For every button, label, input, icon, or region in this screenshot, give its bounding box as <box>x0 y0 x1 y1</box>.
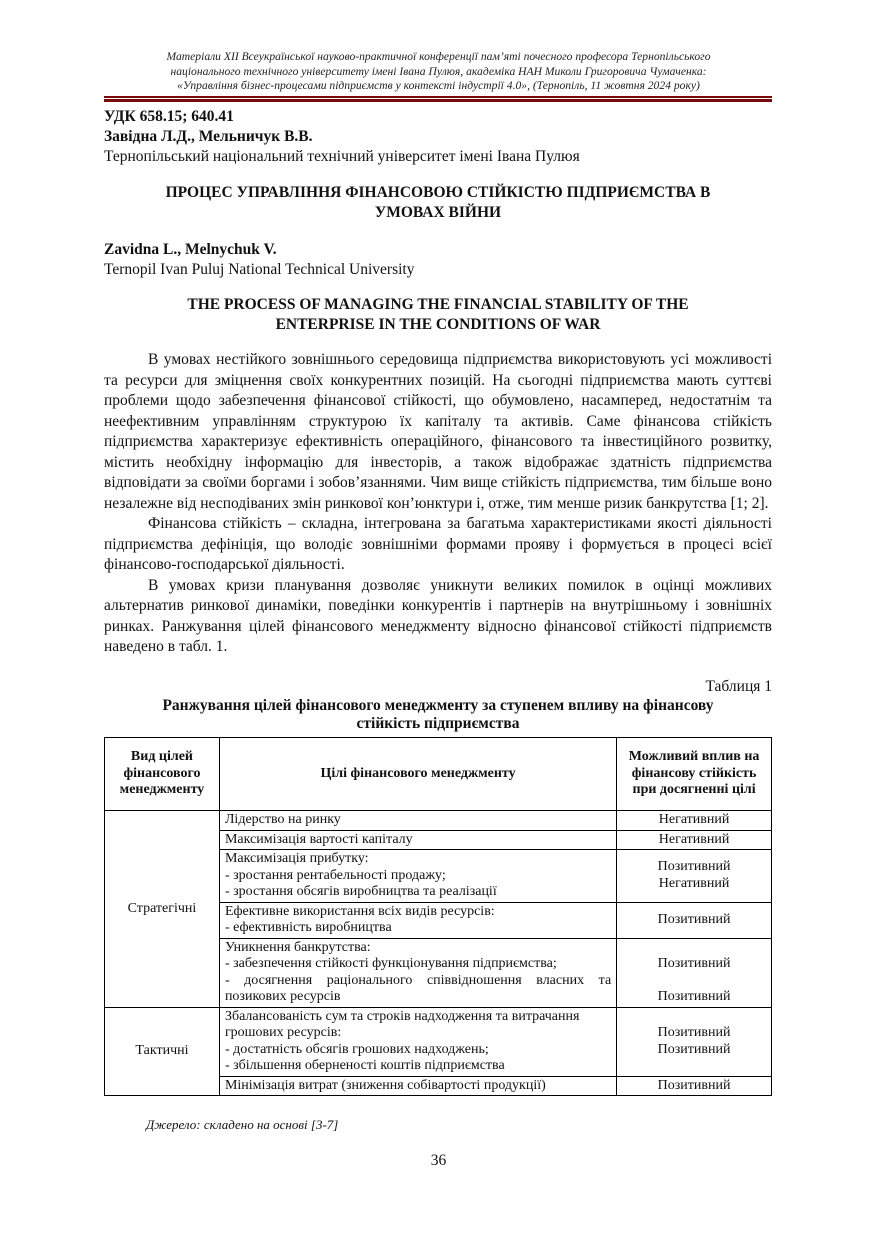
authors-ua: Завідна Л.Д., Мельничук В.В. <box>104 128 313 145</box>
goal-line: Збалансованість сум та строків надходження та витрачання грошових ресурсів: <box>224 1008 580 1040</box>
header-goals: Цілі фінансового менеджменту <box>219 738 616 811</box>
table-source: Джерело: складено на основі [3-7] <box>146 1117 339 1132</box>
group-tactical: Тактичні <box>105 1007 220 1096</box>
body-text <box>104 350 772 658</box>
goal-line: - збільшення оберненості коштів підприємства <box>224 1058 505 1073</box>
table-row <box>105 811 772 831</box>
goal-line: Максимізація прибутку: <box>224 851 369 866</box>
header-rule <box>104 96 772 98</box>
table-header-row <box>105 738 772 811</box>
goal-line: - достатність обсягів грошових надходжень; <box>224 1041 489 1057</box>
page-number: 36 <box>430 1152 447 1169</box>
header-type: Вид цілей фінансового менеджменту <box>105 738 220 811</box>
goal-cell <box>219 850 616 903</box>
goal-line: Ефективне використання всіх видів ресурсів: <box>224 903 495 919</box>
impact-value: Позитивний <box>657 956 731 971</box>
impact-value: Позитивний <box>657 911 731 927</box>
goal-line: Уникнення банкрутства: <box>224 939 371 955</box>
goal-cell: Максимізація вартості капіталу <box>219 830 616 850</box>
impact-value: Позитивний <box>657 989 731 1004</box>
title-ua <box>104 183 772 223</box>
paragraph: В умовах нестійкого зовнішнього середовища підприємства використовують усі можливості та ресурси для зміцнення своїх конкурентних позицій. На сьогодні підприємства мають суттєві проблеми щодо забезпечення фінансової стійкості, що обумовлено, насамперед, недостатнім та неефективним управлінням структурою їх капіталу та активів. Саме фінансова стійкість підприємства характеризує ефективність операційного, фінансового та інвестиційного розвитку, містить необхідну інформацію для інвесторів, а також відображає здатність підприємства відповідати за своїми боргами і зобов’язаннями. Чим вище стійкість підприємства, тим більше воно незалежне від несподіваних змін ринкової кон’юнктури і, отже, тим менше ризик банкрутства [1; 2]. <box>104 351 772 512</box>
table-title-line: Ранжування цілей фінансового менеджменту за ступенем впливу на фінансову <box>162 697 714 714</box>
title-en <box>104 295 772 335</box>
goal-line: - зростання обсягів виробництва та реалізації <box>224 884 497 899</box>
header-line: Матеріали XII Всеукраїнської науково-практичної конференції пам’яті почесного професора Тернопільського <box>166 50 711 63</box>
header-impact: Можливий вплив на фінансову стійкість при досягненні цілі <box>617 738 772 811</box>
impact-cell <box>617 1007 772 1076</box>
authors-en: Zavidna L., Melnychuk V. <box>104 241 277 258</box>
affiliation-en: Ternopil Ivan Puluj National Technical University <box>104 261 415 278</box>
goal-line: - забезпечення стійкості функціонування підприємства; <box>224 956 557 971</box>
udk-code: УДК 658.15; 640.41 <box>104 108 234 125</box>
paragraph: Фінансова стійкість – складна, інтегрована за багатьма характеристиками якості діяльності підприємства дефініція, що володіє зовнішніми формами прояву і формується в процесі всієї фінансово-господарської діяльності. <box>104 515 772 573</box>
table-title-line: стійкість підприємства <box>356 715 520 732</box>
goal-line: - зростання рентабельності продажу; <box>224 867 446 883</box>
title-line: ENTERPRISE IN THE CONDITIONS OF WAR <box>275 316 601 333</box>
impact-value: Позитивний <box>657 859 731 875</box>
goal-line: - ефективність виробництва <box>224 920 392 935</box>
impact-value: Позитивний <box>657 1025 731 1040</box>
goal-cell <box>219 1007 616 1076</box>
group-strategic: Стратегічні <box>105 811 220 1008</box>
table-title <box>104 697 772 733</box>
impact-cell <box>617 902 772 938</box>
impact-value: Позитивний <box>657 1041 731 1057</box>
header-line: національного технічного університету імені Івана Пулюя, академіка НАН Миколи Григоровича Чумаченка: <box>170 64 707 78</box>
table-label: Таблиця 1 <box>705 678 772 695</box>
goal-line: - досягнення раціонального співвідношення власних та позикових ресурсів <box>224 972 612 1004</box>
goal-cell: Лідерство на ринку <box>219 811 616 831</box>
header-line: «Управління бізнес-процесами підприємств у контексті індустрії 4.0», (Тернопіль, 11 жовтня 2024 року) <box>177 79 700 93</box>
impact-cell: Негативний <box>617 830 772 850</box>
table-row <box>105 1007 772 1076</box>
impact-cell: Негативний <box>617 811 772 831</box>
title-line: УМОВАХ ВІЙНИ <box>374 204 502 221</box>
header-rule <box>104 99 772 102</box>
goal-cell <box>219 938 616 1007</box>
running-header <box>95 50 782 94</box>
impact-cell <box>617 850 772 903</box>
impact-cell: Позитивний <box>617 1076 772 1096</box>
title-line: THE PROCESS OF MANAGING THE FINANCIAL STABILITY OF THE <box>187 296 689 313</box>
affiliation-ua: Тернопільський національний технічний університет імені Івана Пулюя <box>104 148 580 165</box>
goals-table <box>104 737 772 1096</box>
impact-value: Негативний <box>658 875 730 891</box>
goal-cell <box>219 902 616 938</box>
impact-cell <box>617 938 772 1007</box>
paragraph: В умовах кризи планування дозволяє уникнути великих помилок в оцінці можливих альтернатив ринкової динаміки, поведінки конкурентів і партнерів на внутрішньому і зовнішніх ринках. Ранжування цілей фінансового менеджменту відносно фінансової стійкості підприємств наведено в табл. 1. <box>104 576 772 655</box>
title-line: ПРОЦЕС УПРАВЛІННЯ ФІНАНСОВОЮ СТІЙКІСТЮ ПІДПРИЄМСТВА В <box>165 184 711 201</box>
goal-cell: Мінімізація витрат (зниження собівартості продукції) <box>219 1076 616 1096</box>
